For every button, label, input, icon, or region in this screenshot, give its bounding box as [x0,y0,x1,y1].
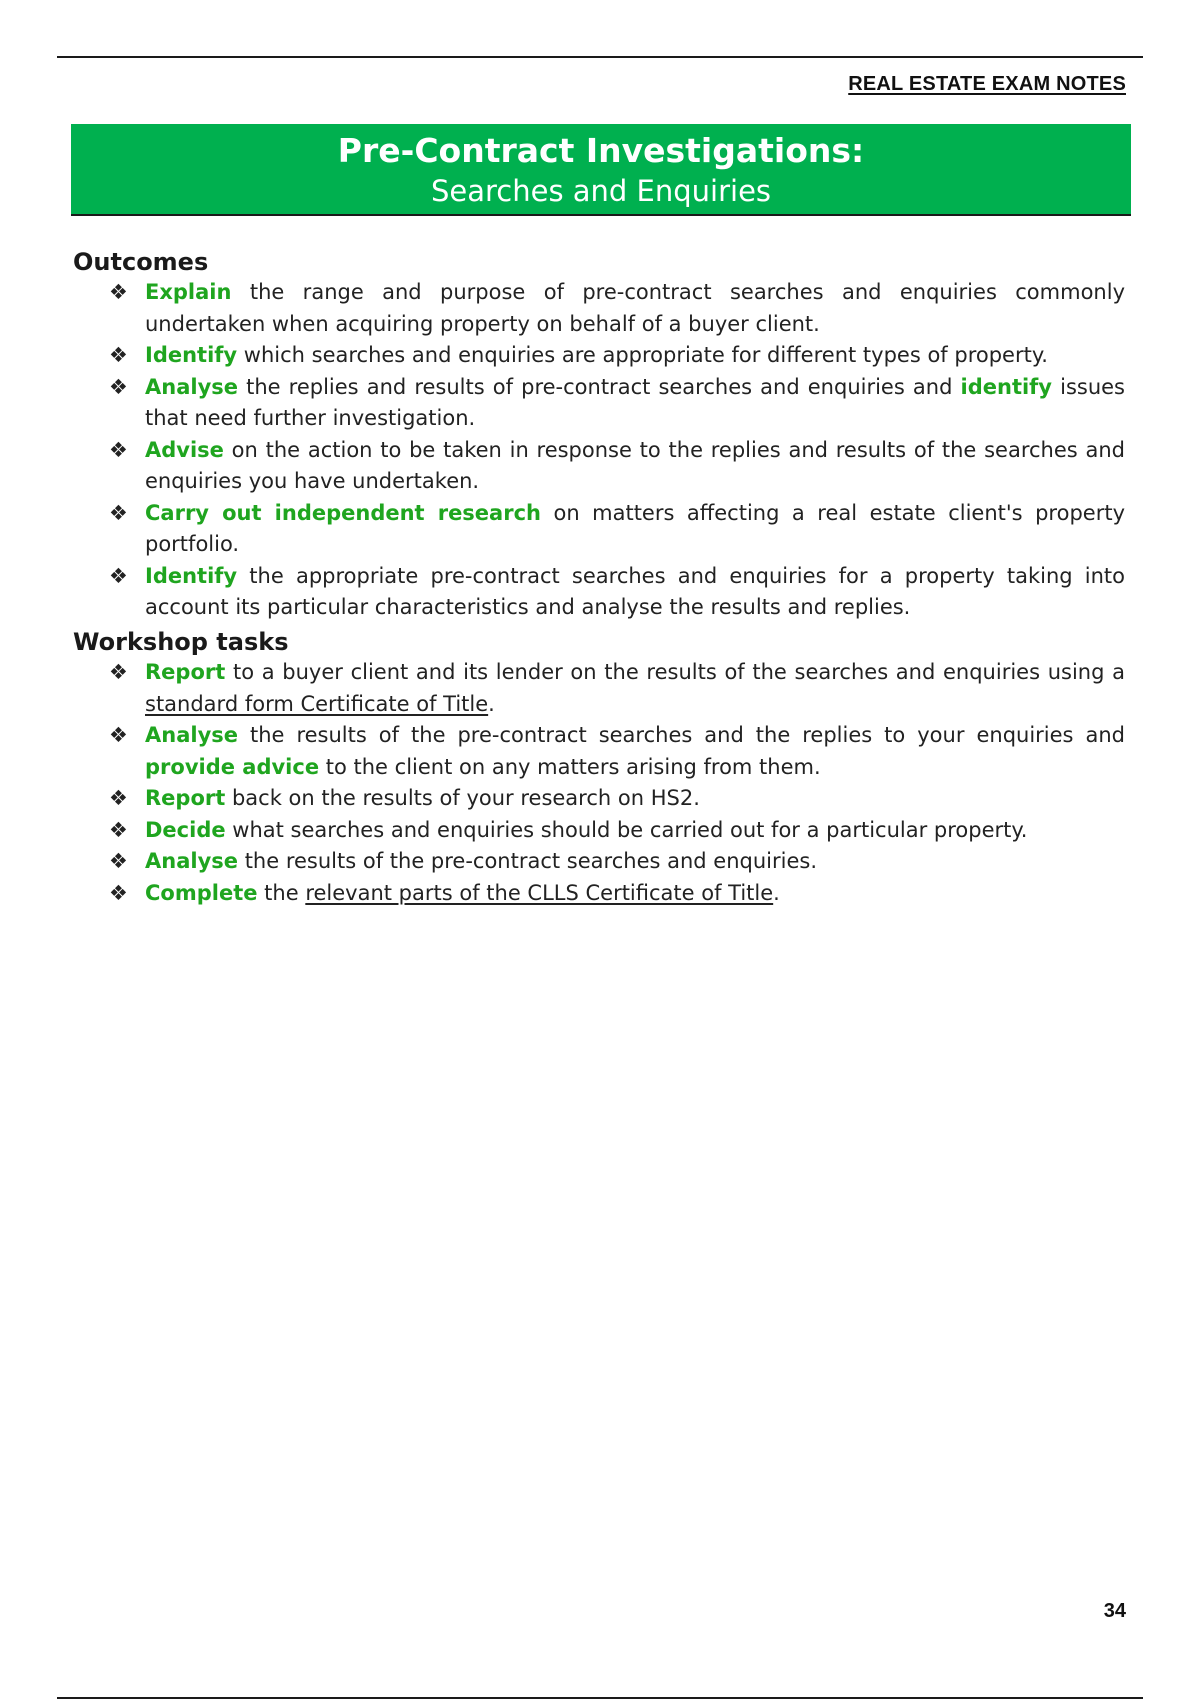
item-text: which searches and enquiries are appropriate for different types of property. [237,343,1048,367]
item-text: the results of the pre-contract searches and enquiries. [238,849,817,873]
diamond-bullet-icon: ❖ [109,343,128,367]
diamond-bullet-icon: ❖ [109,374,128,399]
item-text: the range and purpose of pre-contract searches and enquiries commonly undertaken when acquiring property on behalf of a buyer client. [145,280,1125,336]
action-verb: Analyse [145,374,239,399]
item-text: on the action to be taken in response to the replies and results of the searches and enquiries you have undertaken. [145,437,1125,493]
action-verb: Report [145,660,226,684]
underlined-reference: standard form Certificate of Title [145,691,489,716]
action-verb: identify [960,374,1053,399]
list-item [73,561,1125,624]
footer-rule [57,1697,1143,1699]
list-item [73,878,1125,910]
action-verb: Explain [145,280,232,304]
outcomes-section [73,247,1125,624]
action-verb: Analyse [145,849,239,873]
action-verb: Carry out independent research [145,500,541,525]
workshop-heading: Workshop tasks [73,628,289,656]
diamond-bullet-icon: ❖ [109,437,128,462]
page-subtitle: Searches and Enquiries [430,174,772,208]
diamond-bullet-icon: ❖ [109,849,128,873]
underlined-reference: relevant parts of the CLLS Certificate of Title [305,880,774,905]
list-item [73,372,1125,435]
list-item [73,277,1125,340]
action-verb: Decide [145,817,226,842]
list-item [73,783,1125,815]
item-text: back on the results of your research on HS2. [225,786,700,810]
action-verb: Analyse [145,723,239,747]
action-verb: provide advice [145,754,320,779]
item-text-end: . [488,691,495,716]
action-verb: Advise [145,437,224,462]
workshop-section [73,627,1125,909]
item-text: what searches and enquiries should be carried out for a particular property. [225,817,1028,842]
action-verb: Identify [145,563,238,588]
action-verb: Identify [145,343,238,367]
item-text: on matters affecting a real estate client's property portfolio. [145,500,1125,556]
list-item [73,720,1125,783]
item-text: the results of the pre-contract searches and the replies to your enquiries and [238,723,1125,747]
running-header-title: REAL ESTATE EXAM NOTES [848,73,1126,95]
diamond-bullet-icon: ❖ [109,280,128,304]
action-verb: Report [145,786,226,810]
item-text-end: . [773,880,780,905]
diamond-bullet-icon: ❖ [109,880,128,905]
item-text: the [257,880,306,905]
list-item [73,815,1125,847]
header-rule [57,56,1143,58]
diamond-bullet-icon: ❖ [109,500,128,525]
list-item [73,435,1125,498]
outcomes-list [73,277,1125,624]
workshop-list [73,657,1125,909]
item-text: to a buyer client and its lender on the results of the searches and enquiries using a [225,660,1125,684]
diamond-bullet-icon: ❖ [109,786,128,810]
item-text: the replies and results of pre-contract searches and enquiries and [238,374,961,399]
diamond-bullet-icon: ❖ [109,817,128,842]
item-text: to the client on any matters arising from them. [319,754,821,779]
diamond-bullet-icon: ❖ [109,723,128,747]
list-item [73,340,1125,372]
page-title: Pre-Contract Investigations: [337,131,865,170]
item-text: the appropriate pre-contract searches and enquiries for a property taking into account its particular characteristics and analyse the results and replies. [145,563,1125,619]
page-number: 34 [1103,1600,1126,1622]
action-verb: Complete [145,880,258,905]
item-text: issues that need further investigation. [145,374,1126,430]
outcomes-heading: Outcomes [73,248,209,276]
diamond-bullet-icon: ❖ [109,660,128,684]
list-item [73,657,1125,720]
list-item [73,846,1125,878]
list-item [73,498,1125,561]
diamond-bullet-icon: ❖ [109,563,128,588]
title-banner [71,124,1131,216]
